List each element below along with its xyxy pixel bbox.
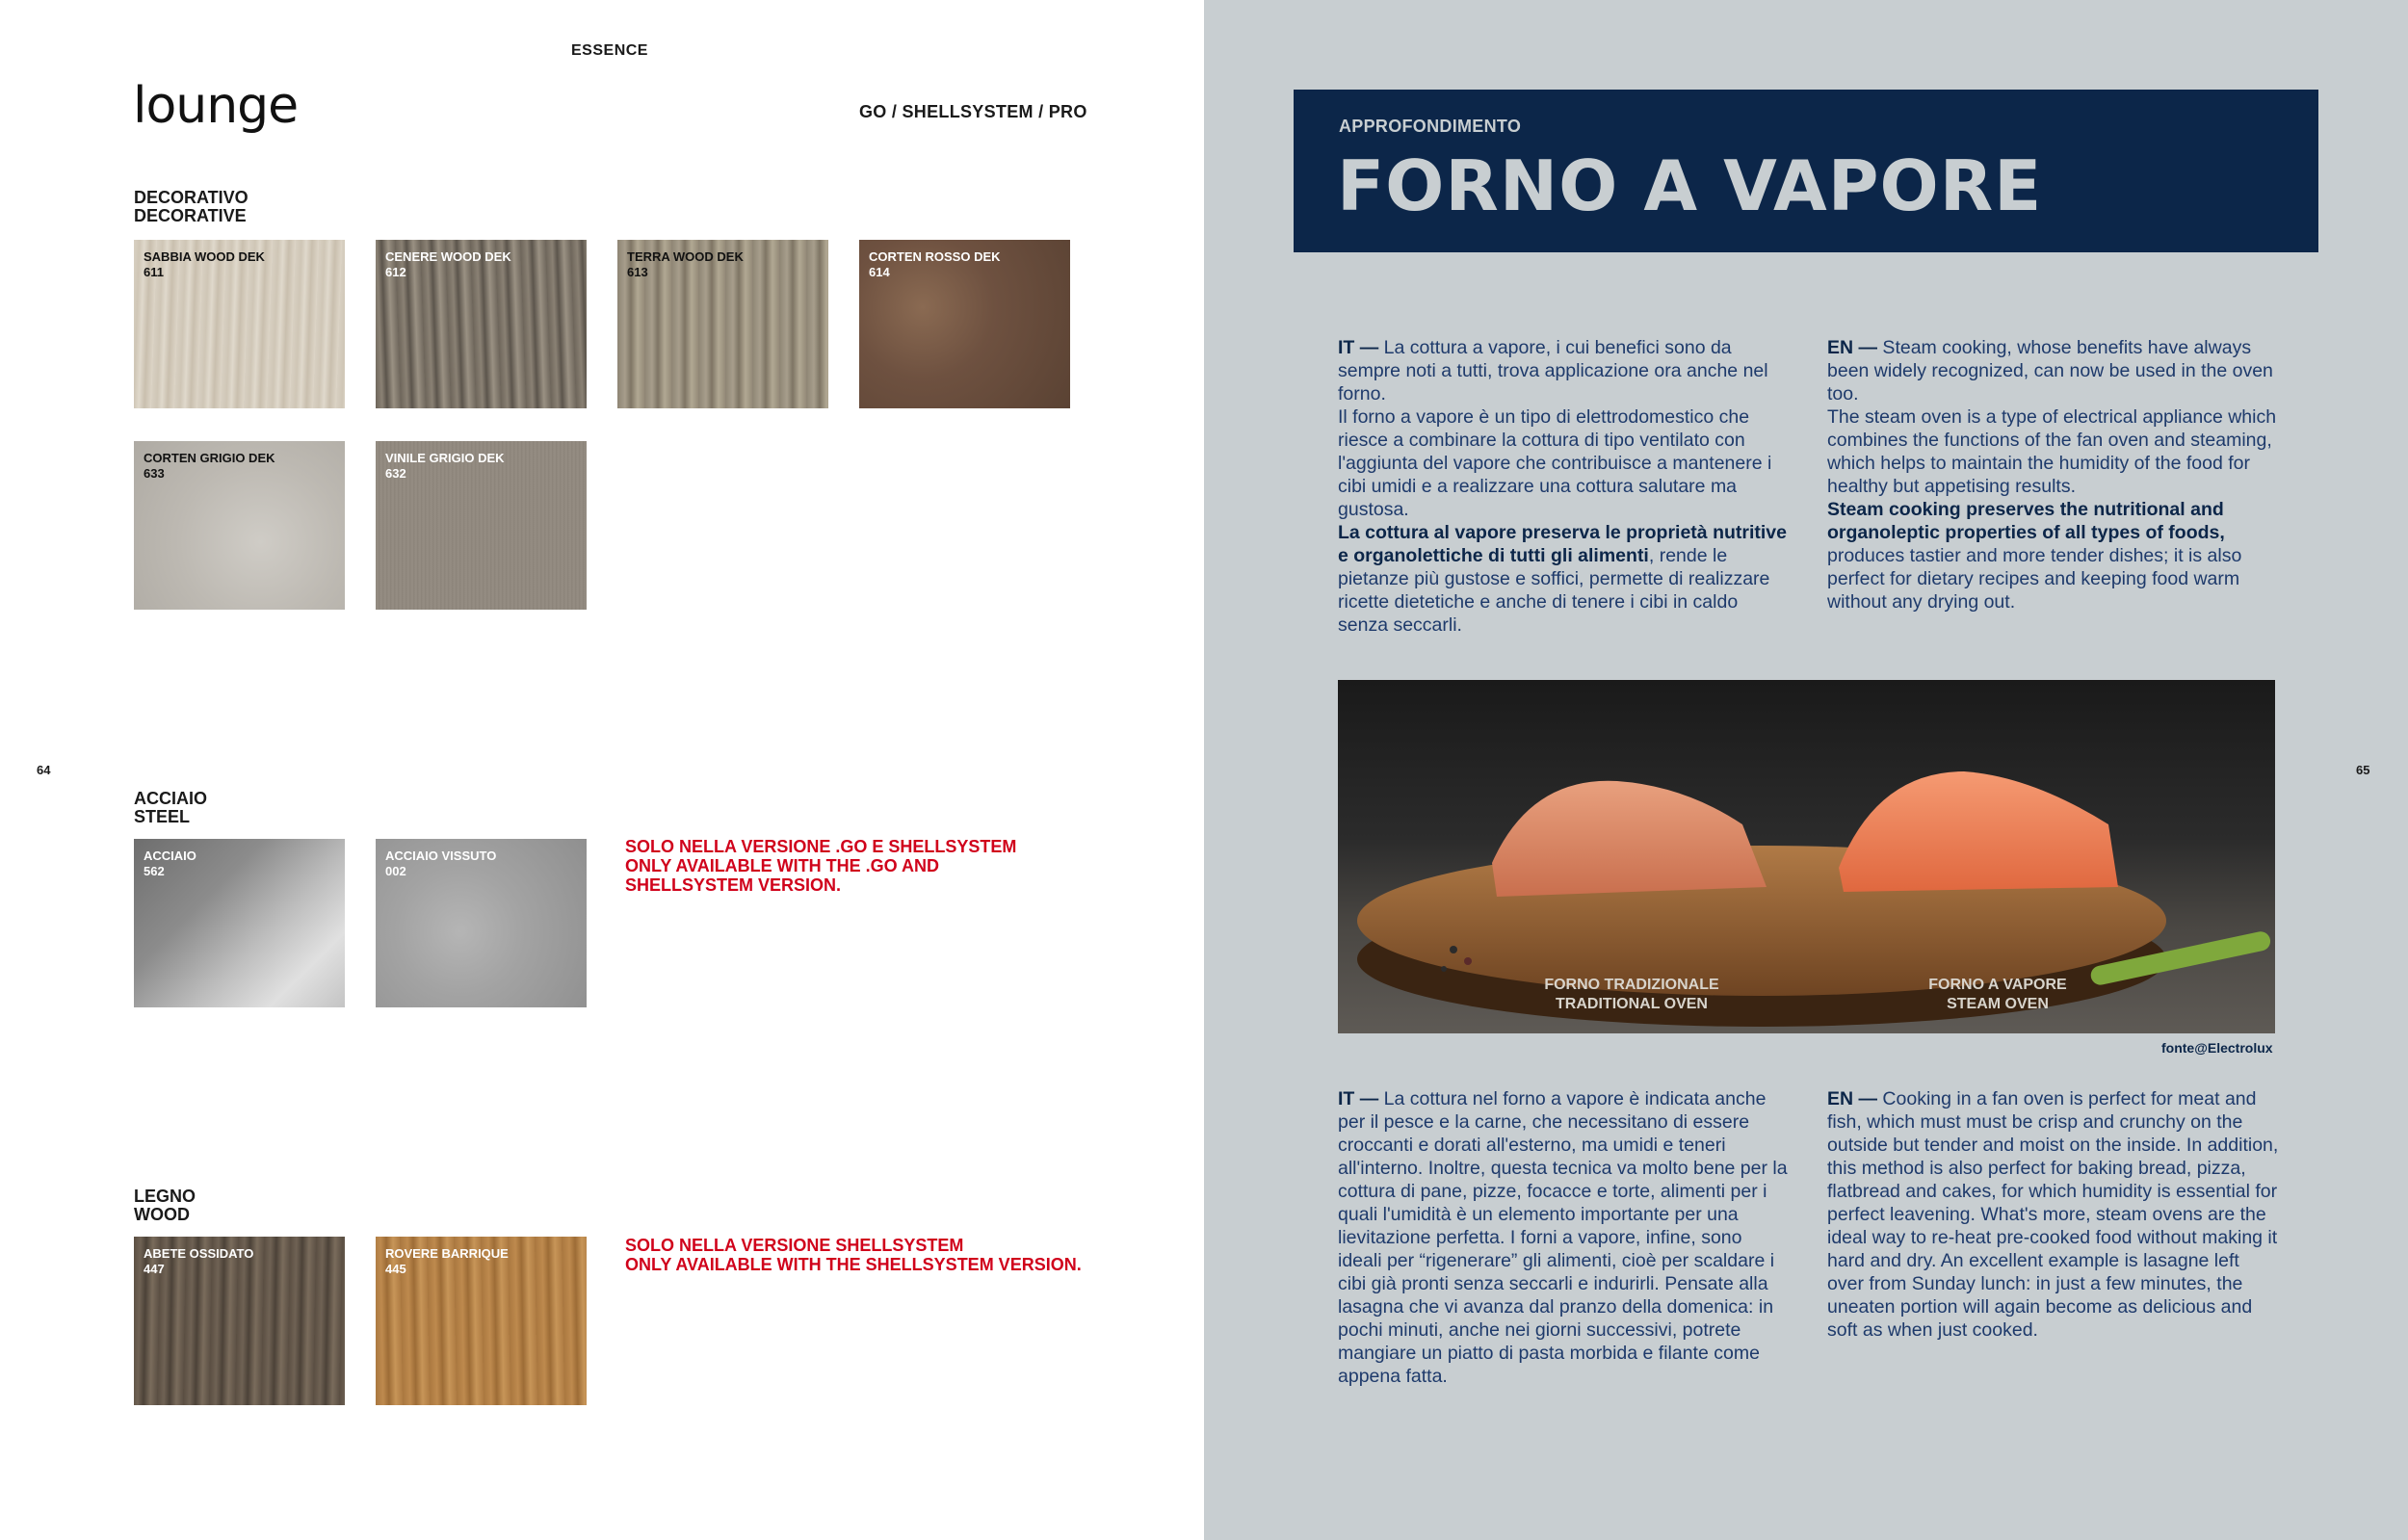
swatch-name: ABETE OSSIDATO [144,1246,254,1261]
swatch-name: CORTEN ROSSO DEK [869,249,1001,264]
title-banner [1294,90,2318,252]
brand-logo: lounge [133,77,299,135]
caption-line: FORNO TRADIZIONALE [1544,977,1719,993]
swatch-corten-rosso-dek[interactable] [859,240,1070,408]
swatch-code: 612 [385,265,406,279]
paragraph: Steam cooking, whose benefits have always been widely recognized, can now be used in the oven too. [1827,337,2273,405]
page-number-right: 65 [2356,763,2370,777]
block1-en [1827,336,2280,613]
note-line: SHELLSYSTEM VERSION. [625,875,842,895]
swatch-cenere-wood-dek[interactable] [376,240,587,408]
caption-traditional [1511,976,1752,1014]
note-line: SOLO NELLA VERSIONE SHELLSYSTEM [625,1236,964,1255]
paragraph: Cooking in a fan oven is perfect for meat and fish, which must must be crisp and crunchy on the outside but tender and moist on the inside. In addition, this method is also perfect for baking bread, pizza, flatbread and cakes, for which humidity is essential for perfect leavening. What's more, steam ovens are the ideal way to re-heat pre-cooked food without making it hard and dry. An excellent example is lasagne left over from Sunday lunch: in just a few minutes, the uneaten portion will again become as delicious and soft as when just cooked. [1827,1088,2279,1341]
paragraph-bold: La cottura al vapore preserva le proprietà nutritive e organolettiche di tutti gli alimenti [1338,522,1787,566]
swatch-code: 613 [627,265,648,279]
swatch-sabbia-wood-dek[interactable] [134,240,345,408]
banner-title: FORNO A VAPORE [1337,145,2043,226]
caption-steam [1877,976,2118,1014]
header-label: ESSENCE [571,42,648,59]
swatch-name: ACCIAIO VISSUTO [385,848,497,863]
swatch-code: 002 [385,864,406,878]
swatch-terra-wood-dek[interactable] [617,240,828,408]
caption-line: TRADITIONAL OVEN [1556,996,1708,1012]
swatch-name: VINILE GRIGIO DEK [385,451,505,465]
swatch-abete-ossidato[interactable] [134,1237,345,1405]
swatch-code: 632 [385,466,406,481]
salmon-traditional [1492,781,1767,897]
lang-tag-en: EN — [1827,337,1878,358]
section-title-it: LEGNO [134,1187,196,1206]
peppercorn [1441,966,1447,972]
salmon-steam [1839,771,2118,892]
swatch-acciaio-vissuto[interactable] [376,839,587,1007]
swatch-rovere-barrique[interactable] [376,1237,587,1405]
wood-availability-note [625,1236,1082,1274]
note-line: SOLO NELLA VERSIONE .GO E SHELLSYSTEM [625,837,1017,856]
note-line: ONLY AVAILABLE WITH THE .GO AND [625,856,940,875]
photo-credit: fonte@Electrolux [2161,1040,2273,1056]
swatch-name: CENERE WOOD DEK [385,249,511,264]
swatch-code: 447 [144,1262,165,1276]
block2-en [1827,1087,2280,1342]
section-title-decorative [134,189,249,225]
swatch-code: 562 [144,864,165,878]
section-title-steel [134,790,207,826]
block2-it [1338,1087,1791,1388]
lang-tag-en: EN — [1827,1088,1878,1109]
page-number-left: 64 [37,763,51,777]
swatch-acciaio[interactable] [134,839,345,1007]
swatch-vinile-grigio-dek[interactable] [376,441,587,610]
swatch-code: 611 [144,265,164,279]
swatch-code: 445 [385,1262,406,1276]
section-title-it: ACCIAIO [134,789,207,808]
swatch-name: CORTEN GRIGIO DEK [144,451,275,465]
section-title-en: WOOD [134,1205,190,1224]
section-title-en: DECORATIVE [134,206,247,225]
peppercorn [1450,946,1457,953]
block1-it [1338,336,1791,637]
swatch-code: 614 [869,265,890,279]
lang-tag-it: IT — [1338,1088,1379,1109]
section-title-en: STEEL [134,807,191,826]
swatch-code: 633 [144,466,165,481]
paragraph: , rende le pietanze più gustose e soffici, permette di realizzare ricette dietetiche e anche di tenere i cibi in caldo senza seccarli. [1338,545,1770,636]
banner-kicker: APPROFONDIMENTO [1339,117,1522,136]
swatch-name: TERRA WOOD DEK [627,249,744,264]
peppercorn [1464,957,1472,965]
swatch-corten-grigio-dek[interactable] [134,441,345,610]
paragraph: produces tastier and more tender dishes; it is also perfect for dietary recipes and keeping food warm without any drying out. [1827,545,2242,613]
paragraph: La cottura nel forno a vapore è indicata anche per il pesce e la carne, che necessitano di essere croccanti e dorati all'esterno, ma umidi e teneri all'interno. Inoltre, questa tecnica va molto bene per la cottura di pane, pizze, focacce e torte, alimenti per i quali l'umidità è un elemento importante per una lievitazione perfetta. I forni a vapore, infine, sono ideali per “rigenerare” gli alimenti, cioè per scaldare i cibi già pronti senza seccarli e indurirli. Pensate alla lasagna che vi avanza dal pranzo della domenica: in pochi minuti, anche nei giorni successivi, potrete mangiare un piatto di pasta morbida e filante come appena fatta. [1338,1088,1788,1387]
salmon-comparison-photo [1338,680,2275,1033]
paragraph: Il forno a vapore è un tipo di elettrodomestico che riesce a combinare la cottura di tipo ventilato con l'aggiunta del vapore che contribuisce a mantenere i cibi umidi e a realizzare una cottura salutare ma gustosa. [1338,406,1772,520]
lang-tag-it: IT — [1338,337,1379,358]
paragraph: La cottura a vapore, i cui benefici sono da sempre noti a tutti, trova applicazione ora anche nel forno. [1338,337,1768,405]
salmon-illustration [1338,680,2275,1033]
steel-availability-note [625,837,1016,895]
note-line: ONLY AVAILABLE WITH THE SHELLSYSTEM VERSION. [625,1255,1082,1274]
section-title-wood [134,1188,196,1224]
swatch-name: ACCIAIO [144,848,196,863]
swatch-name: ROVERE BARRIQUE [385,1246,509,1261]
caption-line: STEAM OVEN [1947,996,2049,1012]
caption-line: FORNO A VAPORE [1928,977,2067,993]
paragraph-bold: Steam cooking preserves the nutritional and organoleptic properties of all types of foods, [1827,499,2225,543]
versions-label: GO / SHELLSYSTEM / PRO [859,102,1087,121]
swatch-name: SABBIA WOOD DEK [144,249,265,264]
paragraph: The steam oven is a type of electrical appliance which combines the functions of the fan oven and steaming, which helps to maintain the humidity of the food for healthy but appetising results. [1827,406,2277,497]
section-title-it: DECORATIVO [134,188,249,207]
